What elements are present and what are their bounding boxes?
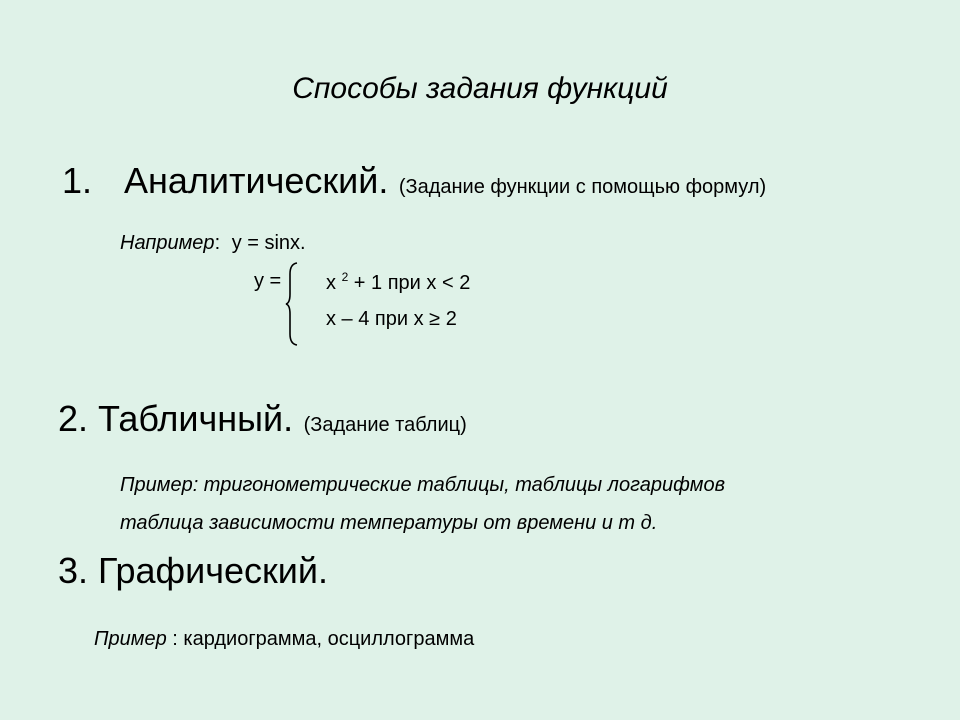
section2-note: (Задание таблиц) (303, 414, 467, 436)
section1-example-colon: : (214, 232, 221, 254)
case1-rest: + 1 при x < 2 (348, 272, 471, 294)
section1-note: (Задание функции с помощью формул) (398, 176, 767, 198)
piecewise-case2: x – 4 при x ≥ 2 (326, 308, 457, 330)
section1-number: 1. (62, 160, 93, 201)
section1-heading-line (124, 160, 766, 202)
piecewise-case1 (326, 270, 470, 295)
section2-heading-line (58, 398, 467, 440)
section3-example-colon: : (166, 628, 178, 650)
section1-heading: Аналитический. (124, 160, 389, 201)
section3-example-label: Пример (94, 628, 167, 650)
section1-example (120, 232, 306, 255)
section2-example-line1: Пример: тригонометрические таблицы, таблицы логарифмов (120, 474, 726, 496)
case1-exponent: 2 (341, 270, 349, 284)
case1-base: x (326, 272, 342, 294)
section3-example-text: кардиограмма, осциллограмма (177, 628, 475, 650)
section2-example-line2: таблица зависимости температуры от времени и т д. (120, 512, 658, 534)
section3-example (94, 628, 474, 651)
section2-heading: 2. Табличный. (58, 398, 294, 439)
section1-example-formula: y = sinx. (231, 232, 306, 254)
section3-heading: 3. Графический. (58, 550, 329, 591)
curly-brace-icon (285, 262, 299, 346)
piecewise-lhs: y = (254, 270, 282, 292)
section1-example-label: Например (120, 232, 215, 254)
slide-title: Способы задания функций (292, 72, 668, 105)
